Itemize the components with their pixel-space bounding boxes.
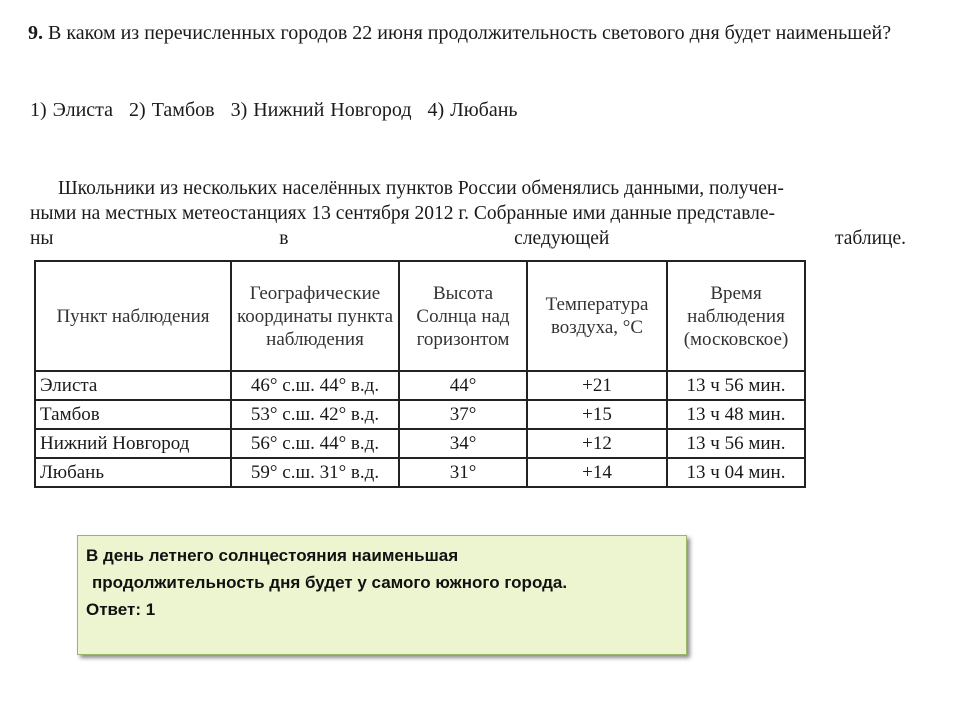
answer-options bbox=[30, 98, 528, 122]
cell-sun-height: 34° bbox=[399, 429, 527, 458]
cell-temperature: +14 bbox=[527, 458, 667, 487]
header-sun-height: Высота Солнца над горизонтом bbox=[399, 261, 527, 371]
intro-line-2: ными на местных метеостанциях 13 сентября 2012 г. Собранные ими данные представле- bbox=[30, 203, 776, 224]
answer-line-2: продолжительность дня будет у самого южного города. bbox=[92, 573, 568, 592]
cell-time: 13 ч 48 мин. bbox=[667, 400, 805, 429]
weather-table bbox=[34, 260, 806, 488]
cell-coordinates: 53° с.ш. 42° в.д. bbox=[231, 400, 399, 429]
question-text: В каком из перечисленных городов 22 июня продолжительность светового дня будет наименьшей? bbox=[48, 22, 892, 44]
cell-time: 13 ч 56 мин. bbox=[667, 429, 805, 458]
cell-temperature: +15 bbox=[527, 400, 667, 429]
cell-sun-height: 31° bbox=[399, 458, 527, 487]
question bbox=[28, 20, 908, 46]
answer-result: Ответ: 1 bbox=[86, 600, 156, 619]
header-temperature: Температура воздуха, °С bbox=[527, 261, 667, 371]
cell-city: Тамбов bbox=[35, 400, 231, 429]
header-point: Пункт наблюдения bbox=[35, 261, 231, 371]
intro-word: таблице. bbox=[835, 228, 906, 249]
option-1: 1) Элиста bbox=[30, 99, 114, 121]
question-number: 9. bbox=[28, 22, 43, 44]
cell-coordinates: 56° с.ш. 44° в.д. bbox=[231, 429, 399, 458]
table-row bbox=[35, 400, 805, 429]
cell-city: Любань bbox=[35, 458, 231, 487]
intro-word: ны bbox=[30, 228, 54, 249]
cell-coordinates: 46° с.ш. 44° в.д. bbox=[231, 371, 399, 400]
cell-city: Нижний Новгород bbox=[35, 429, 231, 458]
cell-sun-height: 44° bbox=[399, 371, 527, 400]
cell-city: Элиста bbox=[35, 371, 231, 400]
cell-time: 13 ч 04 мин. bbox=[667, 458, 805, 487]
intro-word: в bbox=[279, 228, 289, 249]
cell-time: 13 ч 56 мин. bbox=[667, 371, 805, 400]
answer-box bbox=[77, 535, 687, 655]
answer-line-1: В день летнего солнцестояния наименьшая bbox=[86, 546, 459, 565]
cell-temperature: +21 bbox=[527, 371, 667, 400]
header-time: Время наблюдения (московское) bbox=[667, 261, 805, 371]
intro-paragraph bbox=[30, 176, 906, 251]
cell-sun-height: 37° bbox=[399, 400, 527, 429]
table-row bbox=[35, 458, 805, 487]
intro-word: следующей bbox=[514, 228, 610, 249]
cell-coordinates: 59° с.ш. 31° в.д. bbox=[231, 458, 399, 487]
intro-line-1: Школьники из нескольких населённых пунктов России обменялись данными, получен- bbox=[58, 178, 784, 199]
option-4: 4) Любань bbox=[427, 99, 518, 121]
header-coordinates: Географические координаты пункта наблюдения bbox=[231, 261, 399, 371]
table-row bbox=[35, 371, 805, 400]
table-header-row bbox=[35, 261, 805, 371]
option-3: 3) Нижний Новгород bbox=[230, 99, 412, 121]
cell-temperature: +12 bbox=[527, 429, 667, 458]
option-2: 2) Тамбов bbox=[129, 99, 215, 121]
intro-line-3 bbox=[30, 226, 906, 251]
table-row bbox=[35, 429, 805, 458]
